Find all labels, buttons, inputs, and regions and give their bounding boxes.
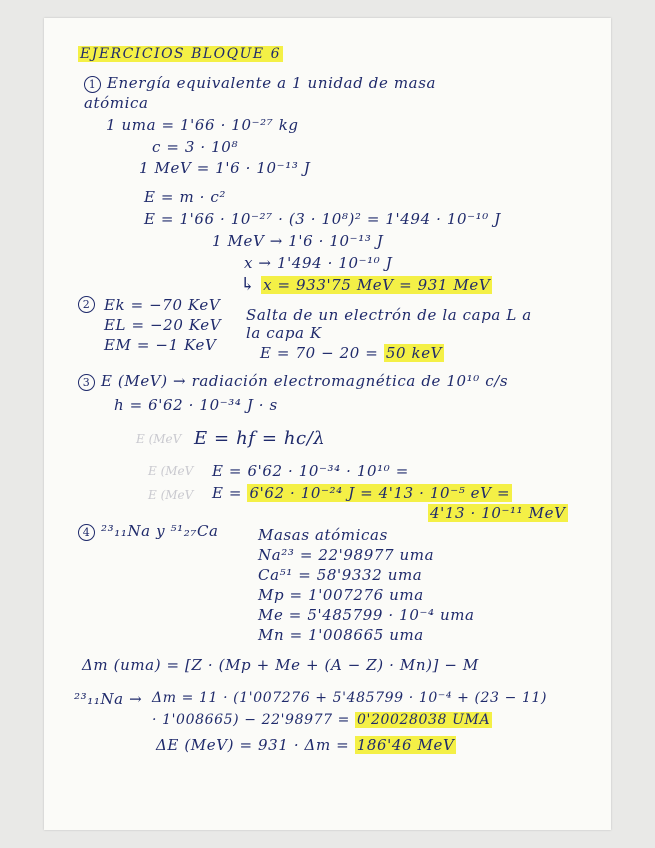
page-title bbox=[78, 46, 283, 62]
ex2-em: EM = −1 KeV bbox=[104, 336, 217, 354]
ex1-rule1: 1 MeV → 1'6 · 10⁻¹³ J bbox=[212, 232, 384, 250]
ex2-note2: la capa K bbox=[246, 324, 322, 342]
ex4-calc2 bbox=[152, 712, 492, 728]
ex3-ghost2: E (MeV bbox=[148, 464, 194, 478]
ex1-result-line bbox=[240, 274, 492, 295]
ex1-eq1: E = m · c² bbox=[144, 188, 226, 206]
ex2-el: EL = −20 KeV bbox=[104, 316, 222, 334]
ex3-formula3 bbox=[212, 484, 512, 502]
ex4-nuclides: ²³₁₁Na y ⁵¹₂₇Ca bbox=[101, 522, 219, 540]
ex1-text1: Energía equivalente a 1 unidad de masa bbox=[107, 74, 437, 92]
ex3-line1-wrap bbox=[78, 372, 508, 391]
ex4-number: 4 bbox=[78, 524, 95, 541]
ex4-calc3 bbox=[156, 736, 456, 754]
ex3-line1: E (MeV) → radiación electromagnética de 10¹⁰ c/s bbox=[101, 372, 509, 390]
ex4-mass-mp: Mp = 1'007276 uma bbox=[258, 586, 424, 604]
ex4-calc2-lead: · 1'008665) − 22'98977 = bbox=[152, 712, 350, 728]
ex1-data1: 1 uma = 1'66 · 10⁻²⁷ kg bbox=[106, 116, 299, 134]
ex1-data3: 1 MeV = 1'6 · 10⁻¹³ J bbox=[139, 159, 311, 177]
ex3-f3-value: 6'62 · 10⁻²⁴ J = 4'13 · 10⁻⁵ eV = bbox=[249, 484, 511, 502]
ex2-number-wrap bbox=[78, 294, 101, 313]
ex3-number: 3 bbox=[78, 374, 95, 391]
ex1-arrow: ↳ bbox=[240, 274, 256, 295]
ex2-ek: Ek = −70 KeV bbox=[104, 296, 221, 314]
ex1-eq2: E = 1'66 · 10⁻²⁷ · (3 · 10⁸)² = 1'494 · 10⁻¹⁰ J bbox=[144, 210, 501, 228]
ex1-result: x = 933'75 MeV = 931 MeV bbox=[263, 276, 491, 294]
ex4-nuclides-wrap bbox=[78, 522, 219, 541]
ex1-number: 1 bbox=[84, 76, 101, 93]
ex3-formula1: E = hf = hc/λ bbox=[194, 428, 326, 449]
ex1-header bbox=[84, 74, 436, 93]
ex3-formula2: E = 6'62 · 10⁻³⁴ · 10¹⁰ = bbox=[212, 462, 409, 480]
ex4-formula: Δm (uma) = [Z · (Mp + Me + (A − Z) · Mn)] − M bbox=[82, 656, 479, 674]
ex2-calc-line bbox=[260, 344, 444, 362]
ex1-data2: c = 3 · 10⁸ bbox=[152, 138, 239, 156]
ex4-calc2-result: 0'20028038 UMA bbox=[357, 712, 491, 728]
ex2-note1: Salta de un electrón de la capa L a bbox=[246, 306, 532, 324]
ex4-na-label: ²³₁₁Na → bbox=[74, 690, 143, 708]
notebook-page bbox=[44, 18, 611, 830]
ex4-calc3-result: 186'46 MeV bbox=[356, 736, 455, 754]
ex4-mass-me: Me = 5'485799 · 10⁻⁴ uma bbox=[258, 606, 475, 624]
ex3-f4-value: 4'13 · 10⁻¹¹ MeV bbox=[430, 504, 566, 522]
ex4-mass-mn: Mn = 1'008665 uma bbox=[258, 626, 424, 644]
ex3-ghost3: E (MeV bbox=[148, 488, 194, 502]
ex3-f3-lead: E = bbox=[212, 484, 243, 502]
ex3-line2: h = 6'62 · 10⁻³⁴ J · s bbox=[114, 396, 278, 414]
ex4-masses-title: Masas atómicas bbox=[258, 526, 388, 544]
ex4-mass-ca: Ca⁵¹ = 58'9332 uma bbox=[258, 566, 423, 584]
ex4-calc1: Δm = 11 · (1'007276 + 5'485799 · 10⁻⁴ + (23 − 11) bbox=[152, 690, 548, 706]
ex1-text2: atómica bbox=[84, 94, 149, 112]
ex4-calc3-lead: ΔE (MeV) = 931 · Δm = bbox=[156, 736, 350, 754]
ex4-mass-na: Na²³ = 22'98977 uma bbox=[258, 546, 435, 564]
ex2-calc: E = 70 − 20 = bbox=[260, 344, 379, 362]
ex2-result: 50 keV bbox=[385, 344, 443, 362]
ex1-rule2: x → 1'494 · 10⁻¹⁰ J bbox=[244, 254, 393, 272]
title-text: EJERCICIOS BLOQUE 6 bbox=[80, 46, 282, 62]
ex3-formula4 bbox=[428, 504, 568, 522]
ex2-number: 2 bbox=[78, 296, 95, 313]
ex3-ghost1: E (MeV bbox=[136, 432, 182, 446]
